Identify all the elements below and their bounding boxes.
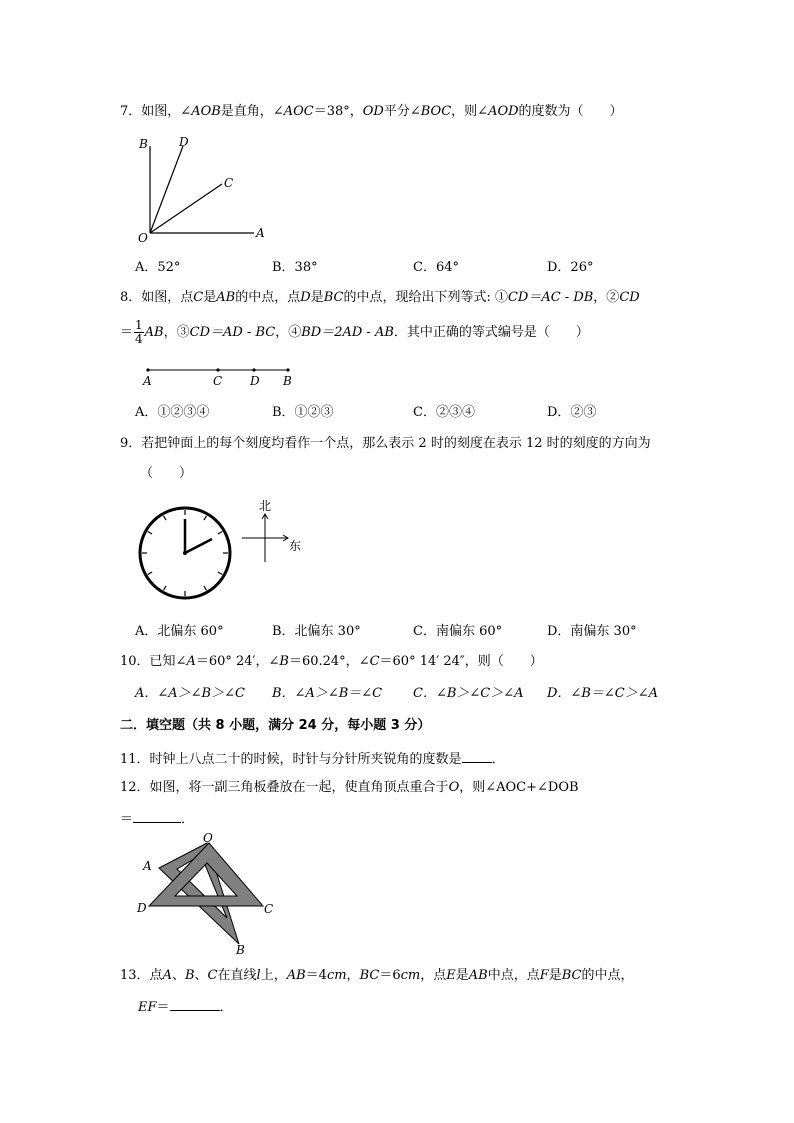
clock-tick <box>218 532 222 535</box>
q8-stem-line1: 8．如图，点C是AB的中点，点D是BC的中点，现给出下列等式: ①CD＝AC - DB，②CD <box>120 290 640 305</box>
ray-oc <box>150 184 222 233</box>
label-o: O <box>203 832 213 845</box>
label-d: D <box>250 374 260 388</box>
q12-stem-line1: 12．如图，将一副三角板叠放在一起，使直角顶点重合于O，则∠AOC+∠DOB <box>120 780 579 795</box>
q7-option-b[interactable]: B．38° <box>272 260 318 275</box>
label-o: O <box>138 231 148 245</box>
label-a: A <box>143 859 152 873</box>
q7-stem: 7．如图，∠AOB是直角，∠AOC＝38°，OD平分∠BOC，则∠AOD的度数为（ ） <box>120 104 623 119</box>
q9-clock-figure <box>135 495 315 610</box>
q11-answer-blank[interactable] <box>462 748 492 763</box>
fraction-one-quarter: $\frac{1}{4}$ <box>135 318 143 346</box>
q13-stem-line2: EF＝ ． <box>138 996 233 1018</box>
ray-od <box>150 146 183 233</box>
q13-answer-blank[interactable] <box>170 996 220 1011</box>
q10-stem: 10．已知∠A＝60° 24′，∠B＝60.24°，∠C＝60° 14′ 24″，则（ ） <box>120 654 543 669</box>
label-b: B <box>139 137 148 151</box>
q9-stem-line2: （ ） <box>140 466 193 481</box>
q13-stem-line1: 13．点A、B、C在直线l上，AB＝4cm，BC＝6cm，点E是AB中点，点F是BC的中点， <box>120 968 634 983</box>
q7-option-a[interactable]: A．52° <box>135 260 181 275</box>
q10-option-a[interactable]: A．∠A＞∠B＞∠C <box>135 686 245 701</box>
q10-option-c[interactable]: C．∠B＞∠C＞∠A <box>413 686 524 701</box>
q10-option-d[interactable]: D．∠B＝∠C＞∠A <box>547 686 658 701</box>
q12-answer-blank[interactable] <box>133 808 181 823</box>
label-b: B <box>283 374 292 388</box>
q7-option-c[interactable]: C．64° <box>413 260 459 275</box>
section-title-fill-in: 二．填空题（共 8 小题，满分 24 分，每小题 3 分） <box>120 718 431 733</box>
q7-option-d[interactable]: D．26° <box>547 260 594 275</box>
label-east: 东 <box>289 539 302 553</box>
q12-stem-line2: ＝ ． <box>120 808 194 830</box>
q9-option-d[interactable]: D．南偏东 30° <box>547 624 637 639</box>
q8-option-d[interactable]: D．②③ <box>547 405 597 420</box>
point-d <box>252 368 255 371</box>
clock-tick <box>164 516 167 520</box>
hour-hand <box>185 539 212 553</box>
point-a <box>146 368 149 371</box>
q9-option-a[interactable]: A．北偏东 60° <box>135 624 224 639</box>
label-d: D <box>179 135 189 149</box>
q9-option-b[interactable]: B．北偏东 30° <box>272 624 361 639</box>
label-b: B <box>236 943 245 957</box>
q8-segment-figure <box>138 362 298 390</box>
q8-stem-line2: ＝ $\frac{1}{4}$ AB，③CD＝AD - BC，④BD＝2AD - AB．其中正确的等式编号是（ ） <box>120 318 589 346</box>
point-c <box>216 368 219 371</box>
q8-option-c[interactable]: C．②③④ <box>413 405 475 420</box>
label-a: A <box>143 374 152 388</box>
clock-tick <box>148 572 152 575</box>
q11-stem: 11．时钟上八点二十的时候，时针与分针所夹锐角的度数是 ． <box>120 748 505 770</box>
label-a: A <box>256 226 265 240</box>
clock-tick <box>204 516 207 520</box>
q10-options <box>135 684 755 704</box>
label-c: C <box>264 902 274 916</box>
clock-tick <box>148 532 152 535</box>
q7-angle-figure <box>130 132 275 247</box>
label-c: C <box>213 374 223 388</box>
q8-option-b[interactable]: B．①②③ <box>272 405 334 420</box>
q8-option-a[interactable]: A．①②③④ <box>135 405 210 420</box>
label-d: D <box>137 901 147 915</box>
q9-option-c[interactable]: C．南偏东 60° <box>413 624 503 639</box>
clock-tick <box>218 572 222 575</box>
clock-tick <box>204 586 207 590</box>
q7-options <box>135 258 755 278</box>
q9-options <box>135 622 755 642</box>
point-b <box>286 368 289 371</box>
clock-center <box>183 551 187 555</box>
label-north: 北 <box>259 499 272 513</box>
clock-tick <box>164 586 167 590</box>
label-c: C <box>224 176 234 190</box>
q9-stem-line1: 9．若把钟面上的每个刻度均看作一个点，那么表示 2 时的刻度在表示 12 时的刻度的方向为 <box>120 436 651 451</box>
q10-option-b[interactable]: B．∠A＞∠B＝∠C <box>272 686 383 701</box>
q12-triangle-figure <box>135 832 285 962</box>
q8-options <box>135 403 755 423</box>
